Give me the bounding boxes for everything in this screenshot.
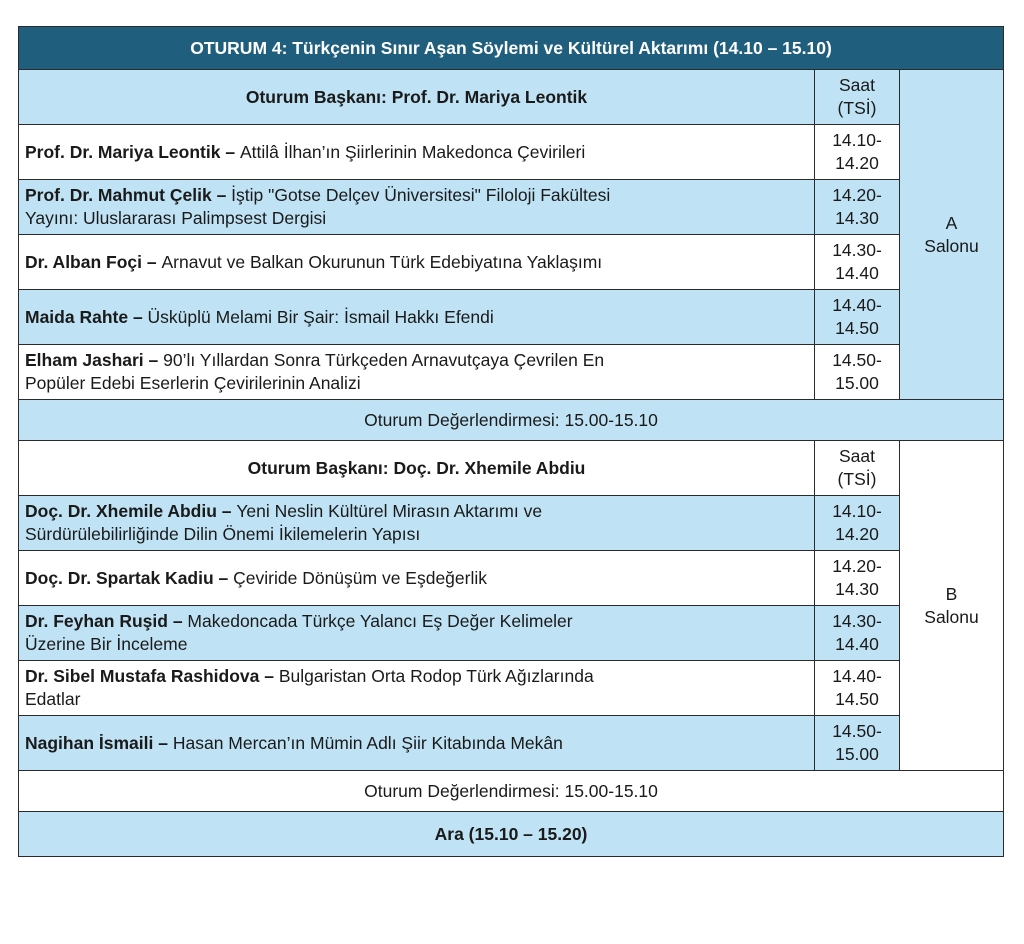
talk-cell: Maida Rahte – Üsküplü Melami Bir Şair: İsmail Hakkı Efendi xyxy=(19,290,815,345)
talk-row xyxy=(19,180,1004,235)
chair-b: Oturum Başkanı: Doç. Dr. Xhemile Abdiu xyxy=(19,441,815,496)
evaluation-row-b xyxy=(19,771,1004,812)
evaluation-a: Oturum Değerlendirmesi: 15.00-15.10 xyxy=(19,400,1004,441)
chair-row-b xyxy=(19,441,1004,496)
talk-row xyxy=(19,496,1004,551)
talk-time: 14.10- 14.20 xyxy=(815,496,900,551)
session-program-table xyxy=(18,26,1004,857)
time-header-a: Saat (TSİ) xyxy=(815,70,900,125)
talk-cell: Dr. Alban Foçi – Arnavut ve Balkan Okurunun Türk Edebiyatına Yaklaşımı xyxy=(19,235,815,290)
evaluation-b: Oturum Değerlendirmesi: 15.00-15.10 xyxy=(19,771,1004,812)
talk-time: 14.10- 14.20 xyxy=(815,125,900,180)
talk-time: 14.40- 14.50 xyxy=(815,290,900,345)
talk-row xyxy=(19,125,1004,180)
hall-a: A Salonu xyxy=(900,70,1004,400)
title-row xyxy=(19,27,1004,70)
talk-time: 14.30- 14.40 xyxy=(815,235,900,290)
chair-a: Oturum Başkanı: Prof. Dr. Mariya Leontik xyxy=(19,70,815,125)
time-header-b: Saat (TSİ) xyxy=(815,441,900,496)
talk-time: 14.40- 14.50 xyxy=(815,661,900,716)
session-title: OTURUM 4: Türkçenin Sınır Aşan Söylemi ve Kültürel Aktarımı (14.10 – 15.10) xyxy=(19,27,1004,70)
talk-cell: Dr. Sibel Mustafa Rashidova – Bulgaristan Orta Rodop Türk Ağızlarında Edatlar xyxy=(19,661,815,716)
talk-time: 14.50- 15.00 xyxy=(815,716,900,771)
talk-cell: Prof. Dr. Mariya Leontik – Attilâ İlhan’ın Şiirlerinin Makedonca Çevirileri xyxy=(19,125,815,180)
talk-cell: Doç. Dr. Xhemile Abdiu – Yeni Neslin Kültürel Mirasın Aktarımı ve Sürdürülebilirliğinde Dilin Önemi İkilemelerin Yapısı xyxy=(19,496,815,551)
chair-row-a xyxy=(19,70,1004,125)
talk-row xyxy=(19,290,1004,345)
break-label: Ara (15.10 – 15.20) xyxy=(19,812,1004,857)
talk-time: 14.20- 14.30 xyxy=(815,551,900,606)
talk-time: 14.20- 14.30 xyxy=(815,180,900,235)
break-row xyxy=(19,812,1004,857)
talk-time: 14.30- 14.40 xyxy=(815,606,900,661)
talk-cell: Doç. Dr. Spartak Kadiu – Çeviride Dönüşüm ve Eşdeğerlik xyxy=(19,551,815,606)
talk-time: 14.50- 15.00 xyxy=(815,345,900,400)
talk-row xyxy=(19,345,1004,400)
talk-row xyxy=(19,661,1004,716)
talk-row xyxy=(19,716,1004,771)
hall-b: B Salonu xyxy=(900,441,1004,771)
talk-cell: Elham Jashari – 90’lı Yıllardan Sonra Türkçeden Arnavutçaya Çevrilen En Popüler Edebi Eserlerin Çevirilerinin Analizi xyxy=(19,345,815,400)
talk-cell: Dr. Feyhan Ruşid – Makedoncada Türkçe Yalancı Eş Değer Kelimeler Üzerine Bir İnceleme xyxy=(19,606,815,661)
talk-cell: Prof. Dr. Mahmut Çelik – İştip "Gotse Delçev Üniversitesi" Filoloji Fakültesi Yayını: Uluslararası Palimpsest Dergisi xyxy=(19,180,815,235)
talk-row xyxy=(19,235,1004,290)
talk-row xyxy=(19,606,1004,661)
talk-cell: Nagihan İsmaili – Hasan Mercan’ın Mümin Adlı Şiir Kitabında Mekân xyxy=(19,716,815,771)
evaluation-row-a xyxy=(19,400,1004,441)
talk-row xyxy=(19,551,1004,606)
